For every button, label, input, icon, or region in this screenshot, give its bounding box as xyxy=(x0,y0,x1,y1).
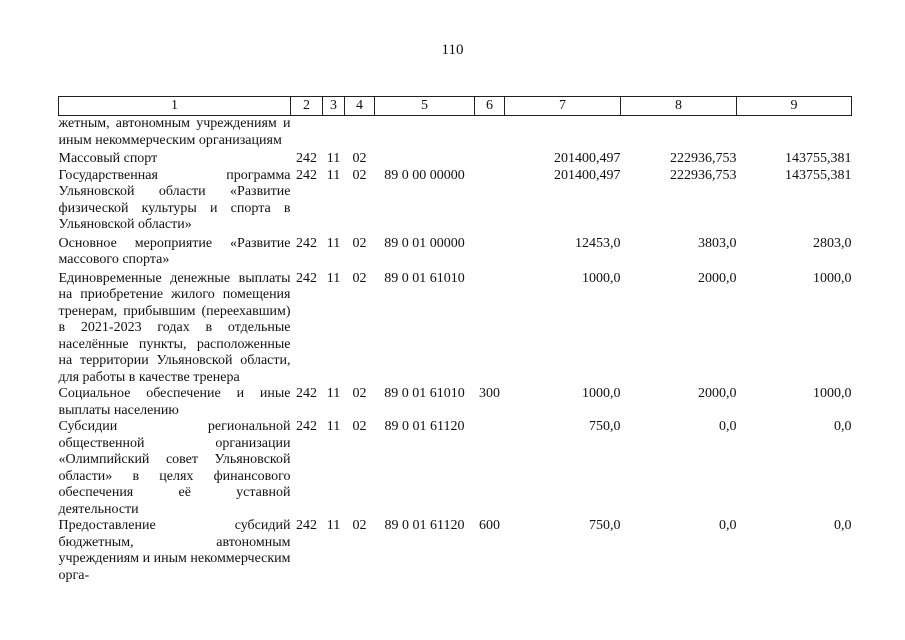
row-code-3: 11 xyxy=(326,151,341,166)
header-col-2: 2 xyxy=(291,97,323,116)
row-name: Социальное обеспечение и иные выплаты населению xyxy=(58,386,291,418)
row-name: Государственная программа Ульяновской области «Развитие физической культуры и спорта в Ульяновской области» xyxy=(58,167,291,232)
row-name: Предоставление субсидий бюджетным, автономным учреждениям и иным некоммерческим орга- xyxy=(58,518,291,583)
row-code-4: 02 xyxy=(352,151,367,166)
row-code-3: 11 xyxy=(326,419,341,434)
table-row xyxy=(59,419,852,518)
table-row xyxy=(59,234,852,269)
row-value-8: 222936,753 xyxy=(670,151,737,166)
row-code-6 xyxy=(475,419,505,518)
row-value-9: 0,0 xyxy=(834,518,852,533)
row-code-3: 11 xyxy=(326,235,341,251)
row-code-2: 242 xyxy=(296,151,317,166)
row-name: Массовый спорт xyxy=(58,151,158,166)
row-value-7: 12453,0 xyxy=(575,235,621,251)
header-col-5: 5 xyxy=(375,97,475,116)
row-value-8: 2000,0 xyxy=(698,386,737,401)
header-col-7: 7 xyxy=(505,97,621,116)
row-code-5 xyxy=(375,116,475,150)
row-value-8: 0,0 xyxy=(719,419,737,434)
table-row xyxy=(59,386,852,419)
row-value-8: 0,0 xyxy=(719,518,737,533)
row-value-9: 2803,0 xyxy=(813,235,852,251)
budget-table xyxy=(58,96,852,584)
row-code-4: 02 xyxy=(352,270,367,286)
table-row xyxy=(59,269,852,387)
row-code-3 xyxy=(323,116,345,150)
table-row xyxy=(59,518,852,584)
table-row xyxy=(59,149,852,168)
row-code-6 xyxy=(475,269,505,387)
row-name: Единовременные денежные выплаты на приобретение жилого помещения тренерам, прибывшим (переехавшим) в 2021-2023 годах в отдельные населённые пункты, расположенные на территории Ульяновской области, для работы в качестве тренера xyxy=(58,270,291,385)
row-value-8: 3803,0 xyxy=(698,235,737,251)
row-code-5: 89 0 01 00000 xyxy=(384,235,465,251)
row-value-9: 1000,0 xyxy=(813,270,852,286)
row-name: жетным, автономным учреждениям и иным некоммерческим организациям xyxy=(58,116,291,148)
row-code-4: 02 xyxy=(352,518,367,533)
header-col-6: 6 xyxy=(475,97,505,116)
row-name: Основное мероприятие «Развитие массового спорта» xyxy=(58,235,291,267)
row-code-6: 600 xyxy=(479,518,500,533)
row-value-7: 750,0 xyxy=(589,419,621,434)
row-code-3: 11 xyxy=(326,270,341,286)
row-code-2: 242 xyxy=(296,518,317,533)
row-value-9: 143755,381 xyxy=(785,167,852,183)
row-value-9: 143755,381 xyxy=(785,151,852,166)
row-code-3: 11 xyxy=(326,518,341,533)
header-col-9: 9 xyxy=(737,97,852,116)
row-code-6 xyxy=(475,149,505,168)
row-value-8 xyxy=(621,116,737,150)
row-value-8: 222936,753 xyxy=(670,167,737,183)
row-value-7: 1000,0 xyxy=(582,270,621,286)
row-value-7: 1000,0 xyxy=(582,386,621,401)
table-header-row xyxy=(59,97,852,116)
row-code-3: 11 xyxy=(326,167,341,183)
row-code-5: 89 0 01 61010 xyxy=(384,386,465,401)
row-code-4: 02 xyxy=(352,386,367,401)
header-col-1: 1 xyxy=(59,97,291,116)
row-code-5: 89 0 01 61120 xyxy=(384,518,465,533)
row-code-4: 02 xyxy=(352,167,367,183)
header-col-3: 3 xyxy=(323,97,345,116)
row-code-5: 89 0 00 00000 xyxy=(384,167,465,183)
row-value-7: 201400,497 xyxy=(554,167,621,183)
row-value-9: 1000,0 xyxy=(813,386,852,401)
row-code-4: 02 xyxy=(352,419,367,434)
row-code-4 xyxy=(345,116,375,150)
page-number: 110 xyxy=(441,42,464,58)
row-code-2: 242 xyxy=(296,419,317,434)
row-code-3: 11 xyxy=(326,386,341,401)
row-code-2: 242 xyxy=(296,270,317,286)
row-code-4: 02 xyxy=(352,235,367,251)
header-col-4: 4 xyxy=(345,97,375,116)
row-value-9: 0,0 xyxy=(834,419,852,434)
table-row xyxy=(59,168,852,234)
row-value-7: 750,0 xyxy=(589,518,621,533)
row-code-2: 242 xyxy=(296,235,317,251)
row-code-6 xyxy=(475,116,505,150)
header-col-8: 8 xyxy=(621,97,737,116)
row-code-5 xyxy=(375,149,475,168)
row-code-5: 89 0 01 61010 xyxy=(384,270,465,286)
row-code-2: 242 xyxy=(296,167,317,183)
row-code-6 xyxy=(475,168,505,234)
row-code-6 xyxy=(475,234,505,269)
row-value-8: 2000,0 xyxy=(698,270,737,286)
row-value-7: 201400,497 xyxy=(554,151,621,166)
table-row xyxy=(59,116,852,150)
row-value-9 xyxy=(737,116,852,150)
row-code-5: 89 0 01 61120 xyxy=(384,419,465,434)
row-value-7 xyxy=(505,116,621,150)
row-code-2 xyxy=(291,116,323,150)
row-code-6: 300 xyxy=(479,386,500,401)
row-name: Субсидии региональной общественной организации «Олимпийский совет Ульяновской области» в целях финансового обеспечения её уставной деятельности xyxy=(58,419,291,517)
row-code-2: 242 xyxy=(296,386,317,401)
